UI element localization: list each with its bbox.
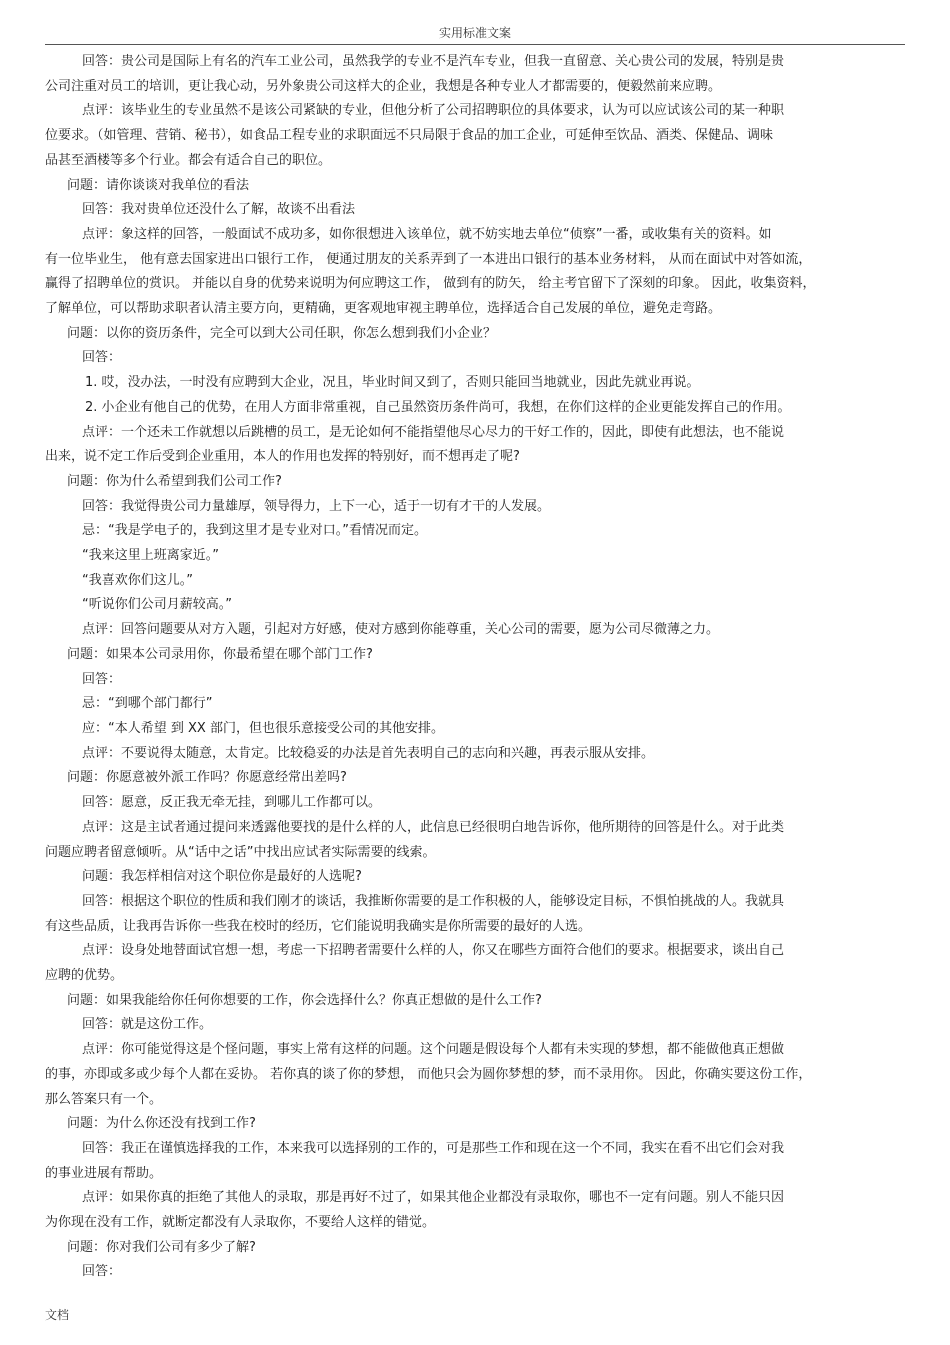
text-line: 问题：请你谈谈对我单位的看法: [67, 177, 250, 193]
text-line: 问题：你为什么希望到我们公司工作?: [67, 473, 282, 489]
text-line: 点评：这是主试者通过提问来透露他要找的是什么样的人，此信息已经很明白地告诉你，他所期待的回答是什么。对于此类: [82, 819, 785, 835]
page-header: 实用标准文案: [438, 26, 511, 40]
page-footer: 文档: [45, 1308, 70, 1322]
document-body: [45, 50, 905, 1285]
text-line: 1. 哎，没办法，一时没有应聘到大企业，况且，毕业时间又到了，否则只能回当地就业，因此先就业再说。: [85, 375, 700, 391]
text-line: 问题：为什么你还没有找到工作?: [67, 1116, 256, 1132]
text-line: 问题：以你的资历条件，完全可以到大公司任职，你怎么想到我们小企业？: [67, 325, 497, 341]
text-line: 忌：“到哪个部门都行”: [82, 696, 213, 712]
text-line: 问题：你对我们公司有多少了解?: [67, 1239, 256, 1255]
text-line: 的事，亦即或多或少每个人都在妥协。 若你真的谈了你的梦想， 而他只会为圆你梦想的梦，而不录用你。 因此，你确实要这份工作，: [45, 1066, 812, 1082]
text-line: 了解单位，可以帮助求职者认清主要方向，更精确，更客观地审视主聘单位，选择适合自己发展的单位，避免走弯路。: [45, 301, 722, 317]
text-line: 那么答案只有一个。: [45, 1091, 163, 1107]
text-line: 回答：我正在谨慎选择我的工作，本来我可以选择别的工作的，可是那些工作和现在这一个不同，我实在看不出它们会对我: [82, 1140, 785, 1156]
text-line: 点评：如果你真的拒绝了其他人的录取，那是再好不过了，如果其他企业都没有录取你，哪也不一定有问题。别人不能只因: [82, 1190, 785, 1206]
text-line: 点评：你可能觉得这是个怪问题，事实上常有这样的问题。这个问题是假设每个人都有未实现的梦想，都不能做他真正想做: [82, 1042, 785, 1058]
text-line: 问题：我怎样相信对这个职位你是最好的人选呢?: [82, 869, 362, 885]
text-line: 回答：我觉得贵公司力量雄厚，领导得力，上下一心，适于一切有才干的人发展。: [82, 498, 551, 514]
text-line: 回答：: [82, 1264, 122, 1280]
text-line: 的事业进展有帮助。: [45, 1165, 163, 1181]
text-line: 点评：设身处地替面试官想一想，考虑一下招聘者需要什么样的人，你又在哪些方面符合他们的要求。根据要求，谈出自己: [82, 943, 785, 959]
text-line: “我来这里上班离家近。”: [82, 548, 219, 564]
text-line: 忌：“我是学电子的，我到这里才是专业对口。”看情况而定。: [82, 523, 427, 539]
text-line: 回答：: [82, 671, 122, 687]
text-line: 回答：贵公司是国际上有名的汽车工业公司，虽然我学的专业不是汽车专业，但我一直留意、关心贵公司的发展，特别是贵: [82, 54, 785, 69]
text-line: 点评：一个还未工作就想以后跳槽的员工，是无论如何不能指望他尽心尽力的干好工作的，因此，即使有此想法，也不能说: [82, 424, 785, 440]
text-line: 回答：根据这个职位的性质和我们刚才的谈话，我推断你需要的是工作积极的人，能够设定目标，不惧怕挑战的人。我就具: [82, 893, 785, 909]
text-line: 有这些品质，让我再告诉你一些我在校时的经历，它们能说明我确实是你所需要的最好的人选。: [45, 918, 592, 934]
text-line: 位要求。（如管理、营销、秘书），如食品工程专业的求职面远不只局限于食品的加工企业，可延伸至饮品、酒类、保健品、调味: [45, 128, 774, 144]
text-line: 点评：不要说得太随意，太肯定。比较稳妥的办法是首先表明自己的志向和兴趣，再表示服从安排。: [82, 745, 655, 761]
text-line: 回答：愿意，反正我无牵无挂，到哪儿工作都可以。: [82, 795, 382, 811]
text-line: 点评：象这样的回答，一般面试不成功多，如你很想进入该单位，就不妨实地去单位“侦察”一番，或收集有关的资料。如: [82, 226, 772, 242]
text-line: 点评：该毕业生的专业虽然不是该公司紧缺的专业，但他分析了公司招聘职位的具体要求，认为可以应试该公司的某一种职: [82, 103, 785, 119]
text-line: “我喜欢你们这儿。”: [82, 572, 193, 588]
text-line: 赢得了招聘单位的赏识。 并能以自身的优势来说明为何应聘这工作， 做到有的防矢， 给主考官留下了深刻的印象。 因此，收集资料，: [45, 276, 816, 292]
text-line: 2. 小企业有他自己的优势，在用人方面非常重视，自己虽然资历条件尚可，我想，在你们这样的企业更能发挥自己的作用。: [85, 399, 791, 415]
text-line: 问题：你愿意被外派工作吗？你愿意经常出差吗?: [67, 770, 347, 786]
text-line: 问题：如果我能给你任何你想要的工作，你会选择什么？你真正想做的是什么工作?: [67, 992, 542, 1008]
text-line: 点评：回答问题要从对方入题，引起对方好感，使对方感到你能尊重，关心公司的需要，愿为公司尽微薄之力。: [82, 622, 720, 638]
text-line: 品甚至酒楼等多个行业。都会有适合自己的职位。: [45, 152, 332, 168]
text-line: 出来，说不定工作后受到企业重用，本人的作用也发挥的特别好，而不想再走了呢?: [45, 449, 520, 465]
text-line: 回答：就是这份工作。: [82, 1017, 213, 1033]
text-line: 有一位毕业生， 他有意去国家进出口银行工作， 便通过朋友的关系弄到了一本进出口银行的基本业务材料， 从而在面试中对答如流，: [45, 251, 812, 267]
text-line: 应：“本人希望 到 XX 部门，但也很乐意接受公司的其他安排。: [82, 720, 444, 736]
text-line: 问题应聘者留意倾听。从“话中之话”中找出应试者实际需要的线索。: [45, 844, 436, 860]
text-line: 问题：如果本公司录用你，你最希望在哪个部门工作?: [67, 646, 373, 662]
text-line: 回答：: [82, 350, 122, 366]
header-divider: [45, 44, 905, 45]
text-line: “听说你们公司月薪较高。”: [82, 597, 232, 613]
text-line: 应聘的优势。: [45, 968, 124, 984]
text-line: 回答：我对贵单位还没什么了解，故谈不出看法: [82, 202, 356, 218]
text-line: 为你现在没有工作，就断定都没有人录取你，不要给人这样的错觉。: [45, 1215, 436, 1231]
text-line: 公司注重对员工的培训，更让我心动，另外象贵公司这样大的企业，我想是各种专业人才都需要的，便毅然前来应聘。: [45, 78, 722, 94]
